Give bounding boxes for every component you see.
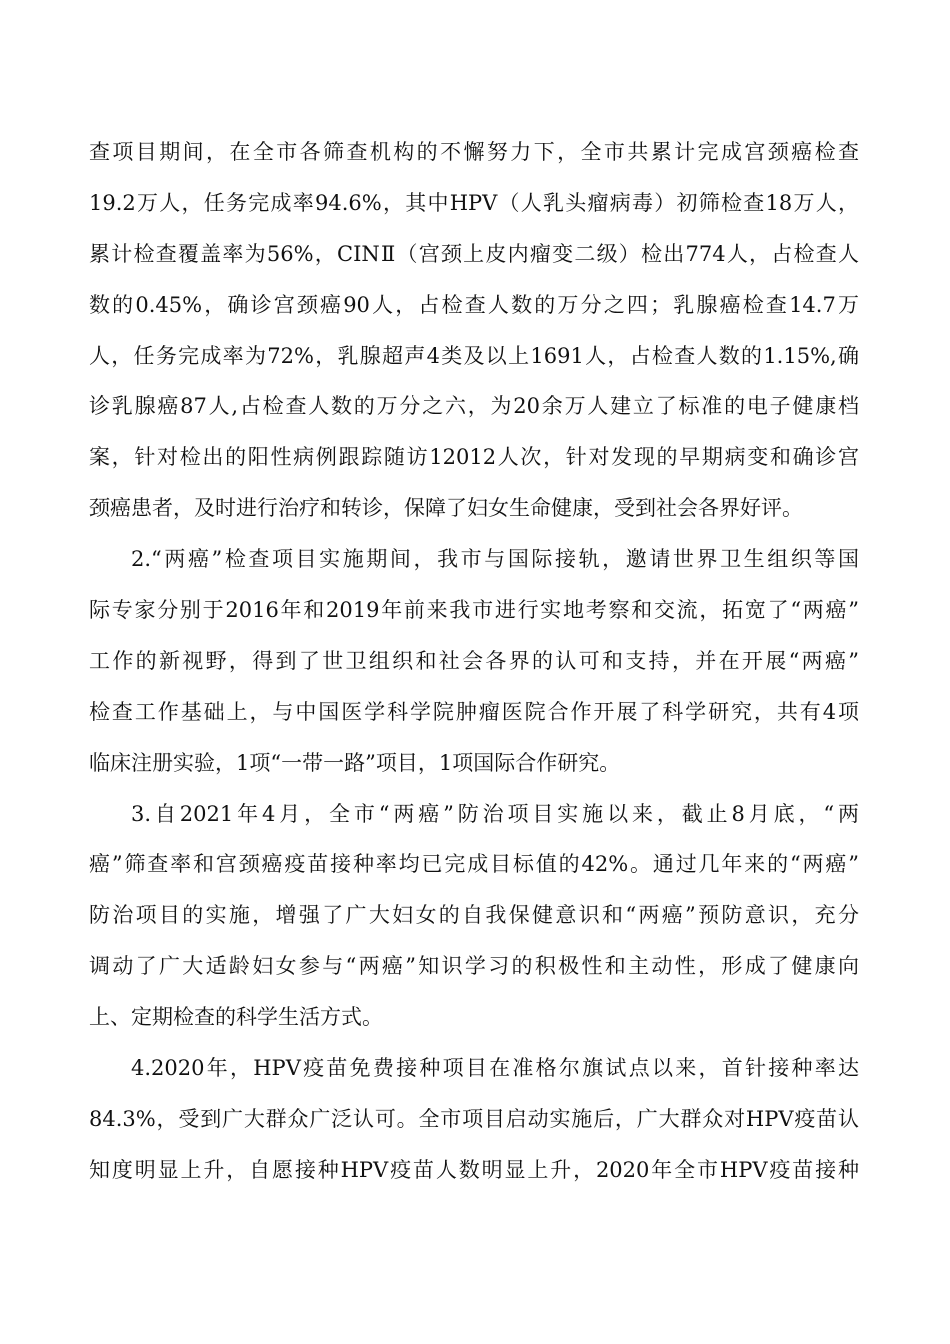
text-line: 4.2020年，HPV疫苗免费接种项目在准格尔旗试点以来，首针接种率达 bbox=[131, 1056, 859, 1081]
text-line: 防治项目的实施，增强了广大妇女的自我保健意识和“两癌”预防意识，充分 bbox=[89, 903, 859, 928]
text-line: 诊乳腺癌87人,占检查人数的万分之六，为20余万人建立了标准的电子健康档 bbox=[89, 394, 859, 419]
text-line: 数的0.45%，确诊宫颈癌90人，占检查人数的万分之四；乳腺癌检查14.7万 bbox=[89, 292, 859, 317]
text-line: 工作的新视野，得到了世卫组织和社会各界的认可和支持，并在开展“两癌” bbox=[89, 648, 859, 673]
text-line: 2.“两癌”检查项目实施期间，我市与国际接轨，邀请世界卫生组织等国 bbox=[131, 547, 859, 572]
text-line: 际专家分别于2016年和2019年前来我市进行实地考察和交流，拓宽了“两癌” bbox=[89, 598, 859, 623]
text-line: 临床注册实验，1项“一带一路”项目，1项国际合作研究。 bbox=[89, 750, 621, 775]
text-line: 上、定期检查的科学生活方式。 bbox=[89, 1005, 383, 1030]
paragraph-2021-project-progress bbox=[89, 789, 859, 1043]
text-line: 检查工作基础上，与中国医学科学院肿瘤医院合作开展了科学研究，共有4项 bbox=[89, 699, 859, 724]
paragraph-international-cooperation bbox=[89, 534, 859, 788]
text-line: 知度明显上升，自愿接种HPV疫苗人数明显上升，2020年全市HPV疫苗接种 bbox=[89, 1157, 859, 1182]
text-line: 人，任务完成率为72%，乳腺超声4类及以上1691人，占检查人数的1.15%,确 bbox=[89, 343, 859, 368]
text-line: 3.自2021年4月，全市“两癌”防治项目实施以来，截止8月底，“两 bbox=[131, 801, 859, 826]
document-body bbox=[89, 127, 859, 1196]
text-line: 颈癌患者，及时进行治疗和转诊，保障了妇女生命健康，受到社会各界好评。 bbox=[89, 496, 803, 521]
paragraph-hpv-vaccination bbox=[89, 1043, 859, 1196]
text-line: 癌”筛查率和宫颈癌疫苗接种率均已完成目标值的42%。通过几年来的“两癌” bbox=[89, 852, 859, 877]
text-line: 累计检查覆盖率为56%，CINⅡ（宫颈上皮内瘤变二级）检出774人，占检查人 bbox=[89, 241, 859, 266]
text-line: 调动了广大适龄妇女参与“两癌”知识学习的积极性和主动性，形成了健康向 bbox=[89, 954, 859, 979]
text-line: 84.3%，受到广大群众广泛认可。全市项目启动实施后，广大群众对HPV疫苗认 bbox=[89, 1106, 859, 1131]
paragraph-cervical-breast-screening-results bbox=[89, 127, 859, 534]
text-line: 案，针对检出的阳性病例跟踪随访12012人次，针对发现的早期病变和确诊宫 bbox=[89, 445, 859, 470]
text-line: 查项目期间，在全市各筛查机构的不懈努力下，全市共累计完成宫颈癌检查 bbox=[89, 140, 859, 164]
text-line: 19.2万人，任务完成率94.6%，其中HPV（人乳头瘤病毒）初筛检查18万人， bbox=[89, 190, 859, 215]
